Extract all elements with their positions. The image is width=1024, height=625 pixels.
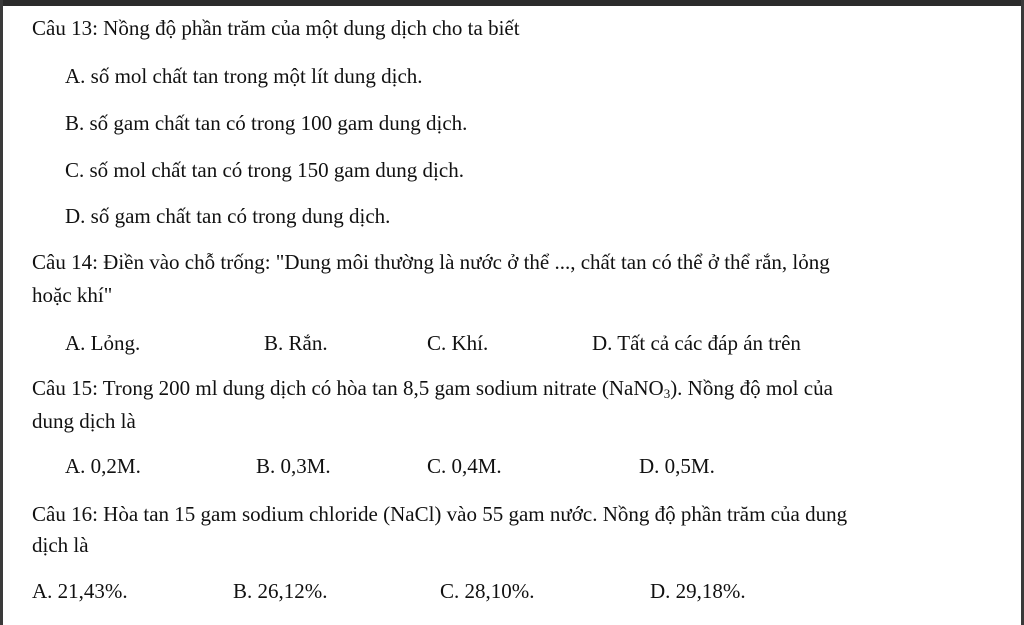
question-14-text-line1: Câu 14: Điền vào chỗ trống: "Dung môi thường là nước ở thể ..., chất tan có thể ở thể rắn, lỏng: [32, 250, 830, 274]
question-16-text-line1: Câu 16: Hòa tan 15 gam sodium chloride (NaCl) vào 55 gam nước. Nồng độ phần trăm của dung: [32, 502, 848, 526]
question-14-option-b: B. Rắn.: [264, 331, 328, 355]
question-13-text: Câu 13: Nồng độ phần trăm của một dung dịch cho ta biết: [32, 16, 520, 40]
question-15-text-line1: [32, 378, 833, 400]
question-16-option-d: D. 29,18%.: [650, 579, 746, 603]
question-15-option-c: C. 0,4M.: [427, 454, 502, 478]
question-13-option-c: C. số mol chất tan có trong 150 gam dung dịch.: [65, 158, 464, 182]
left-border: [0, 0, 3, 625]
question-15-text-line2: dung dịch là: [32, 409, 136, 433]
question-16-text-line2: dịch là: [32, 533, 89, 557]
question-14-option-c: C. Khí.: [427, 331, 489, 355]
question-14-option-a: A. Lỏng.: [65, 331, 141, 355]
question-15-option-d: D. 0,5M.: [639, 454, 715, 478]
question-15-option-b: B. 0,3M.: [256, 454, 331, 478]
top-border: [0, 0, 1024, 6]
question-15-option-a: A. 0,2M.: [65, 454, 141, 478]
question-15-subscript: 3: [663, 386, 671, 401]
question-13-option-d: D. số gam chất tan có trong dung dịch.: [65, 204, 391, 228]
question-16-option-c: C. 28,10%.: [440, 579, 535, 603]
question-16-option-a: A. 21,43%.: [32, 579, 128, 603]
question-15-text-pre: Câu 15: Trong 200 ml dung dịch có hòa tan 8,5 gam sodium nitrate (NaNO: [32, 376, 664, 400]
question-15-text-post: ). Nồng độ mol của: [670, 376, 833, 400]
question-16-option-b: B. 26,12%.: [233, 579, 328, 603]
question-14-option-d: D. Tất cả các đáp án trên: [592, 331, 801, 355]
question-13-option-a: A. số mol chất tan trong một lít dung dịch.: [65, 64, 423, 88]
question-13-option-b: B. số gam chất tan có trong 100 gam dung dịch.: [65, 111, 468, 135]
question-14-text-line2: hoặc khí": [32, 283, 113, 307]
